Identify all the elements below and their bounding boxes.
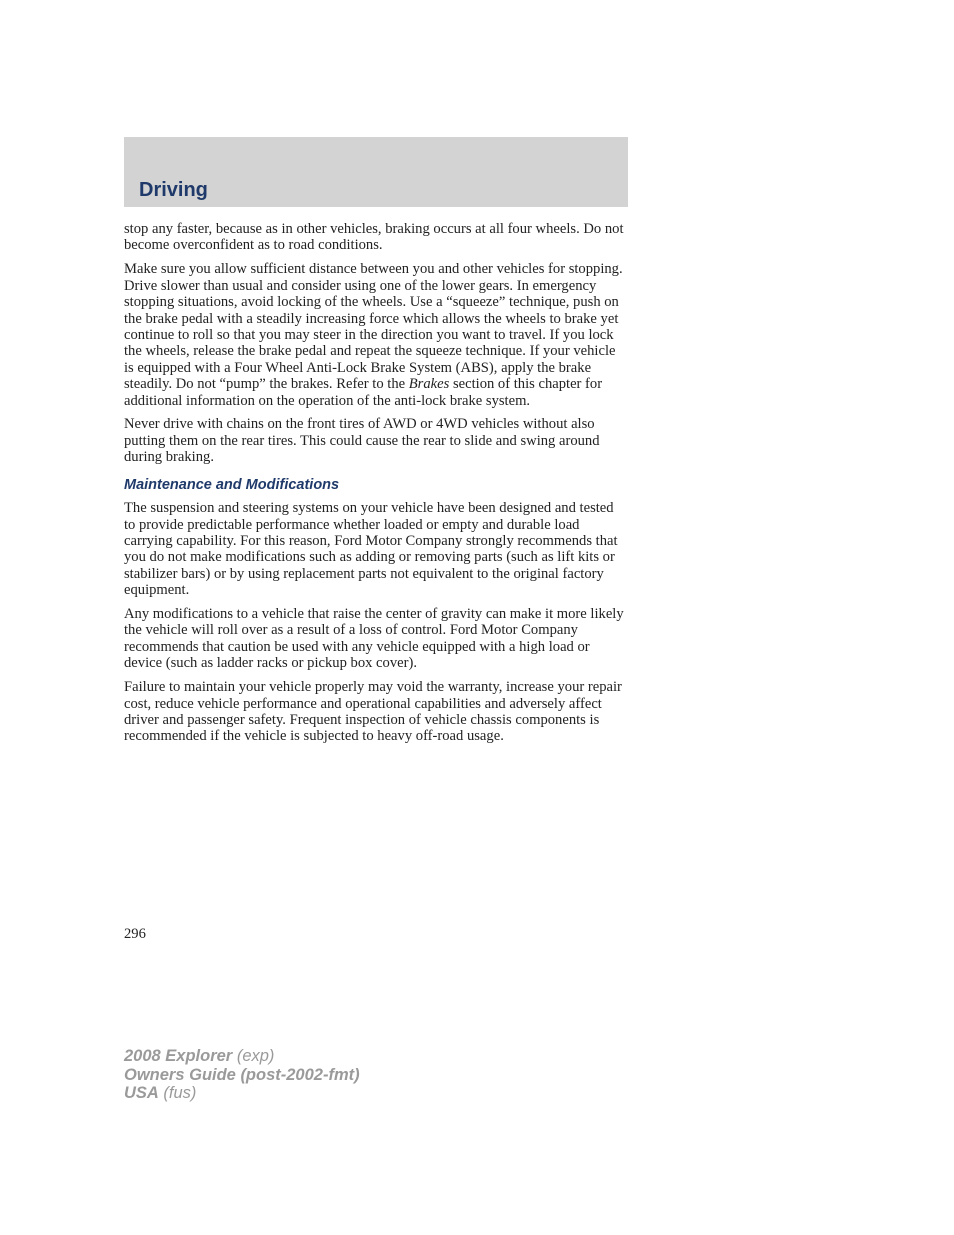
body-paragraph-6: Failure to maintain your vehicle properly may void the warranty, increase your repair cost, reduce vehicle performance and operational capabilities and adversely affect driver and passenger safety. Frequent inspection of vehicle chassis components is recommended if the vehicle is subjected to heavy off-road usage.: [124, 679, 622, 745]
body-paragraph-2: [124, 261, 628, 409]
section-title: Driving: [139, 179, 208, 201]
footer-line-model: [124, 1047, 360, 1066]
subsection-heading: Maintenance and Modifications: [124, 476, 340, 493]
body-paragraph-5: Any modifications to a vehicle that raise the center of gravity can make it more likely the vehicle will roll over as a result of a loss of control. Ford Motor Company recommends that caution be used with any vehicle equipped with a high load or device (such as ladder racks or pickup box cover).: [124, 606, 624, 672]
body-paragraph-2-text-a: Make sure you allow sufficient distance between you and other vehicles for stopping. Drive slower than usual and consider using one of the lower gears. In emergency stopping situations, avoid locking of the wheels. Use a “squeeze” technique, push on the brake pedal with a steadily increasing force which allows the wheels to brake yet continue to roll so that you may steer in the direction you want to travel. If you lock the wheels, release the brake pedal and repeat the squeeze technique. If your vehicle is equipped with a Four Wheel Anti-Lock Brake System (ABS), apply the brake steadily. Do not “pump” the brakes. Refer to the: [124, 261, 623, 393]
brakes-reference: Brakes: [408, 376, 450, 393]
footer-market: USA: [124, 1084, 159, 1102]
section-header-band: [124, 137, 628, 207]
footer-model-code: (exp): [232, 1047, 275, 1065]
body-paragraph-3: Never drive with chains on the front tires of AWD or 4WD vehicles without also putting them on the rear tires. This could cause the rear to slide and swing around during braking.: [124, 416, 600, 466]
footer-market-code: (fus): [158, 1084, 197, 1102]
footer-line-market: [124, 1084, 360, 1103]
body-paragraph-2-text-b: section of this chapter for additional information on the operation of the anti-lock brake system.: [124, 376, 603, 409]
page-number: 296: [124, 926, 146, 942]
body-paragraph-1: stop any faster, because as in other vehicles, braking occurs at all four wheels. Do not become overconfident as to road conditions.: [124, 221, 624, 254]
footer-guide: Owners Guide (post-2002-fmt): [124, 1065, 360, 1084]
document-footer: [124, 1047, 360, 1103]
page-content: [124, 221, 628, 752]
body-paragraph-4: The suspension and steering systems on your vehicle have been designed and tested to provide predictable performance whether loaded or empty and durable load carrying capability. For this reason, Ford Motor Company strongly recommends that you do not make modifications such as adding or removing parts (such as lift kits or stabilizer bars) or by using replacement parts not equivalent to the original factory equipment.: [124, 500, 618, 599]
footer-model: 2008 Explorer: [124, 1047, 233, 1065]
footer-line-guide: [124, 1066, 360, 1085]
